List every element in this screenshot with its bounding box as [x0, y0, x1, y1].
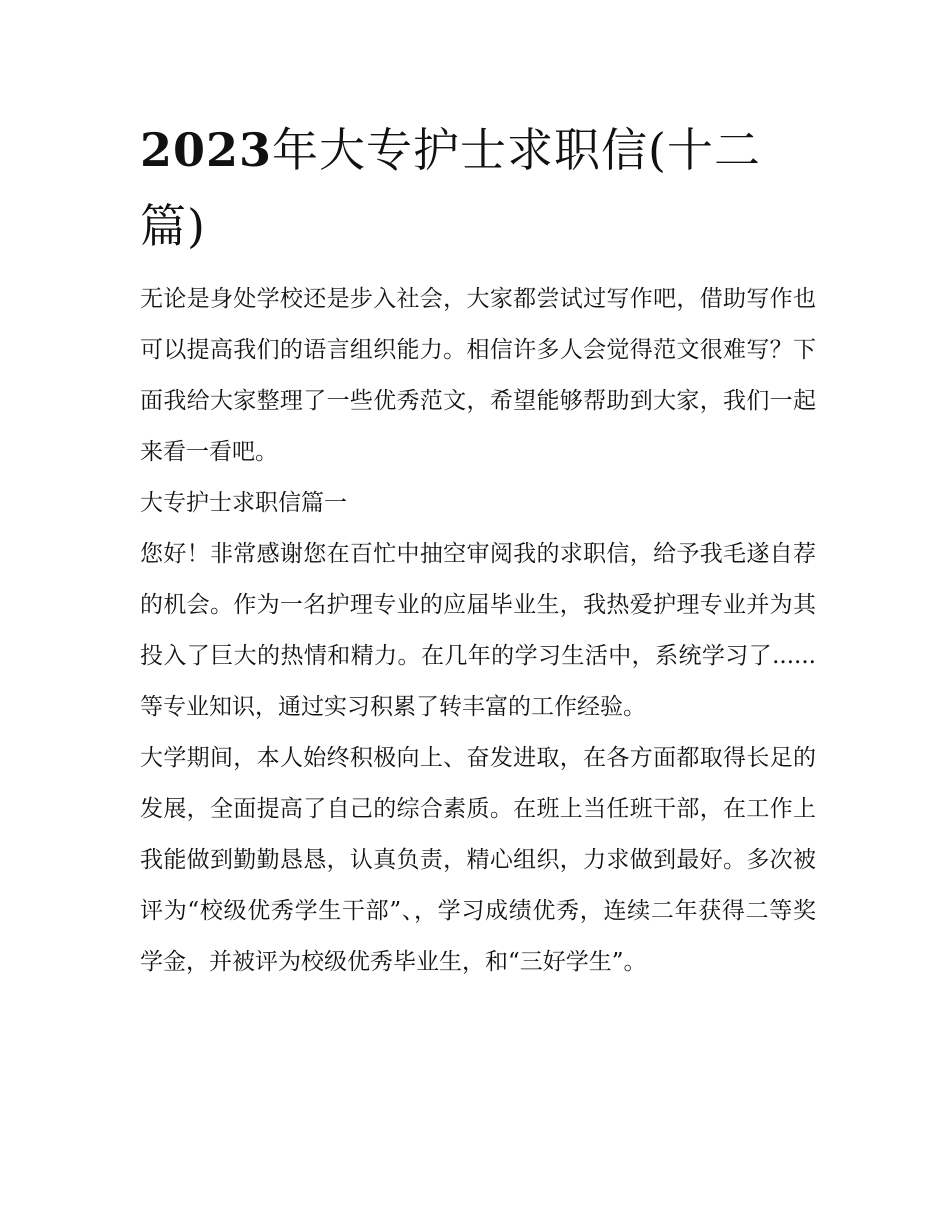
body-paragraph-1: 您好！非常感谢您在百忙中抽空审阅我的求职信，给予我毛遂自荐的机会。作为一名护理专业的应届毕业生，我热爱护理专业并为其投入了巨大的热情和精力。在几年的学习生活中，系统学习了......等专业知识，通过实习积累了转丰富的工作经验。 [140, 541, 816, 720]
title-year: 2023 [140, 123, 273, 177]
body-paragraph-2: 大学期间，本人始终积极向上、奋发进取，在各方面都取得长足的发展，全面提高了自己的综合素质。在班上当任班干部，在工作上我能做到勤勤恳恳，认真负责，精心组织，力求做到最好。多次被评为“校级优秀学生干部”、，学习成绩优秀，连续二年获得二等奖学金，并被评为校级优秀毕业生，和“三好学生”。 [140, 745, 816, 975]
section-heading: 大专护士求职信篇一 [140, 490, 347, 516]
intro-paragraph: 无论是身处学校还是步入社会，大家都尝试过写作吧，借助写作也可以提高我们的语言组织能力。相信许多人会觉得范文很难写？下面我给大家整理了一些优秀范文，希望能够帮助到大家，我们一起来看一看吧。 [140, 286, 816, 465]
document-title [140, 112, 816, 264]
document-page [140, 112, 816, 988]
title-text: 年大专护士求职信(十二篇) [140, 123, 761, 253]
